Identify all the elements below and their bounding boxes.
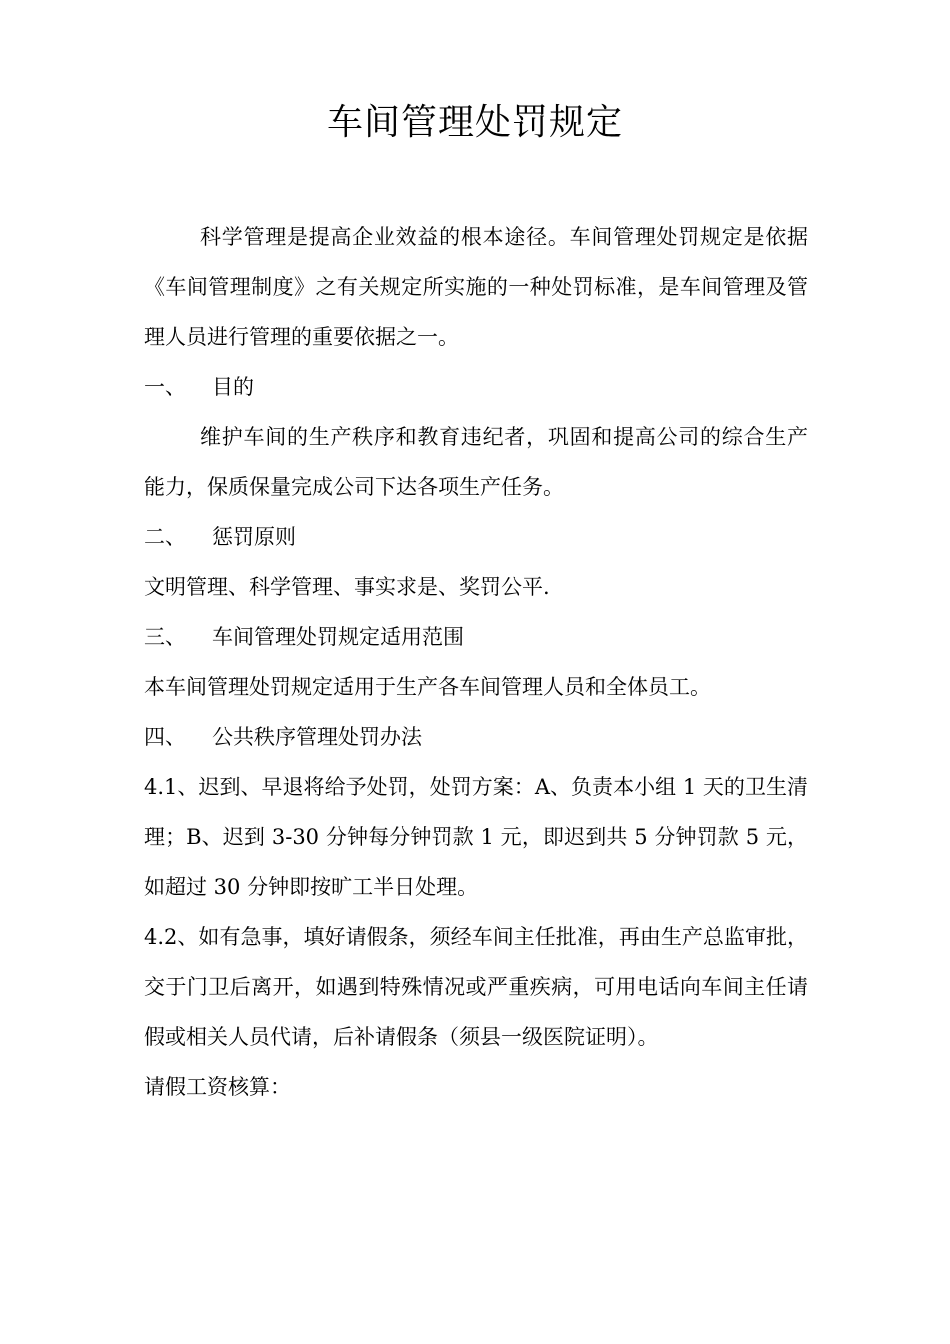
- section-text-scope: 本车间管理处罚规定适用于生产各车间管理人员和全体员工。: [144, 675, 711, 699]
- section-number: 一、: [144, 375, 186, 399]
- section-heading-principles: [144, 512, 808, 562]
- section-number: 二、: [144, 525, 186, 549]
- document-title: 车间管理处罚规定: [326, 102, 623, 143]
- section-number: 四、: [144, 725, 186, 749]
- section-text-purpose: 维护车间的生产秩序和教育违纪者，巩固和提高公司的综合生产能力，保质保量完成公司下达各项生产任务。: [144, 425, 808, 499]
- clause-4-2: 4.2、如有急事，填好请假条，须经车间主任批准，再由生产总监审批，交于门卫后离开，如遇到特殊情况或严重疾病，可用电话向车间主任请假或相关人员代请，后补请假条（须县一级医院证明）。: [144, 925, 808, 1049]
- section-title: 惩罚原则: [212, 525, 296, 549]
- section-heading-purpose: [144, 362, 808, 412]
- clause-4-1: 4.1、迟到、早退将给予处罚，处罚方案：A、负责本小组 1 天的卫生清理；B、迟到 3-30 分钟每分钟罚款 1 元，即迟到共 5 分钟罚款 5 元，如超过 30 分钟即按旷工半日处理。: [144, 775, 808, 899]
- document-body: [144, 212, 808, 1112]
- intro-paragraph: 科学管理是提高企业效益的根本途径。车间管理处罚规定是依据《车间管理制度》之有关规定所实施的一种处罚标准，是车间管理及管理人员进行管理的重要依据之一。: [144, 225, 808, 349]
- section-heading-penalties: [144, 712, 808, 762]
- leave-pay-subheading: 请假工资核算：: [144, 1075, 291, 1099]
- section-title: 目的: [212, 375, 254, 399]
- section-heading-scope: [144, 612, 808, 662]
- section-title: 公共秩序管理处罚办法: [212, 725, 422, 749]
- section-number: 三、: [144, 625, 186, 649]
- section-title: 车间管理处罚规定适用范围: [212, 625, 464, 649]
- section-text-principles: 文明管理、科学管理、事实求是、奖罚公平.: [144, 575, 550, 599]
